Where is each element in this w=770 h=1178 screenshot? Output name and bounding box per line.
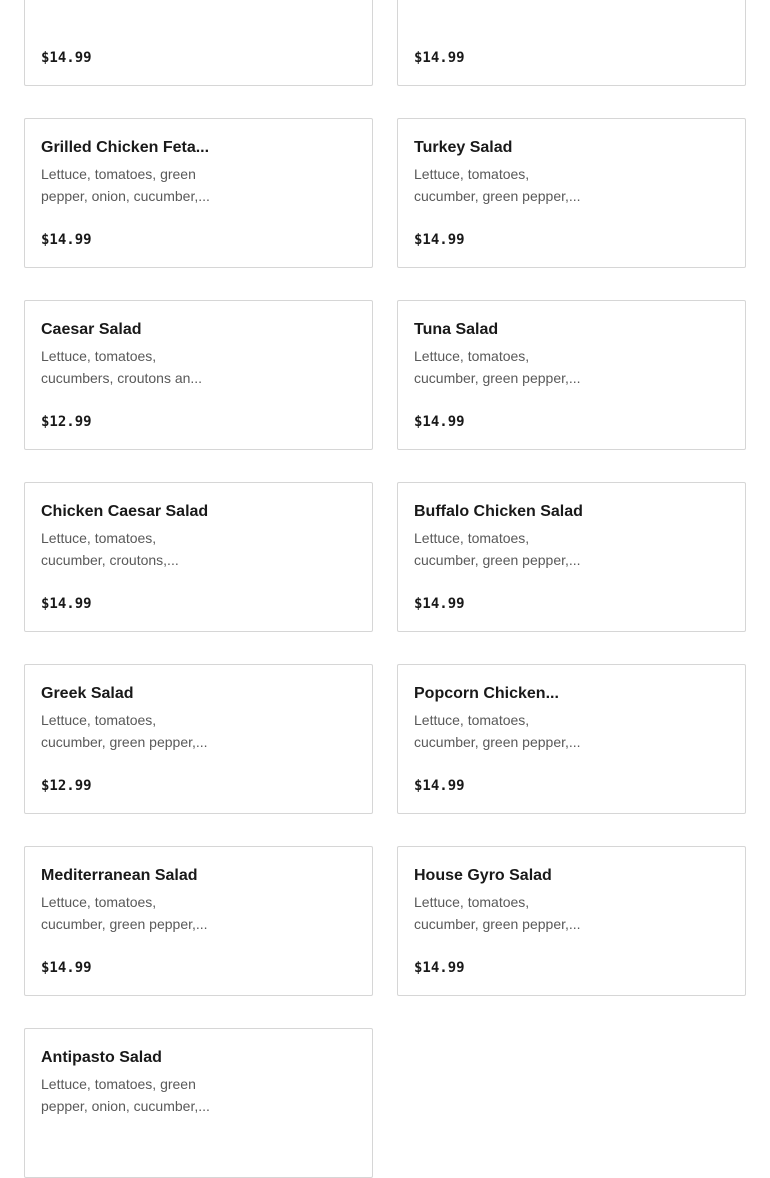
- menu-item-price: $14.99: [414, 232, 465, 248]
- menu-item-name: Caesar Salad: [41, 321, 142, 338]
- menu-item-description: Lettuce, tomatoes, cucumber, green pepper,...: [414, 894, 581, 932]
- menu-item-price: $14.99: [41, 50, 92, 66]
- menu-item-card[interactable]: [397, 664, 746, 814]
- menu-item-description: Lettuce, tomatoes, green pepper, onion, cucumber,...: [41, 1076, 210, 1114]
- menu-item-name: Chicken Caesar Salad: [41, 503, 209, 520]
- menu-item-name: Turkey Salad: [414, 139, 513, 156]
- menu-item-price: $14.99: [414, 778, 465, 794]
- menu-item-card[interactable]: [397, 846, 746, 996]
- menu-item-card[interactable]: [397, 300, 746, 450]
- menu-item-card[interactable]: [24, 118, 373, 268]
- menu-item-name: Popcorn Chicken...: [414, 685, 559, 702]
- menu-item-price: $14.99: [414, 50, 465, 66]
- menu-item-card[interactable]: [24, 0, 373, 86]
- menu-item-description: Lettuce, tomatoes, green pepper, onion, cucumber,...: [41, 166, 210, 204]
- menu-item-price: $14.99: [41, 596, 92, 612]
- menu-item-card[interactable]: [24, 1028, 373, 1178]
- menu-item-description: [414, 0, 589, 3]
- menu-item-card[interactable]: [397, 0, 746, 86]
- menu-item-description: Lettuce, tomatoes, cucumber, green pepper,...: [414, 348, 581, 386]
- menu-item-price: $14.99: [41, 960, 92, 976]
- menu-item-price: $14.99: [41, 232, 92, 248]
- menu-item-card[interactable]: [24, 664, 373, 814]
- menu-item-card[interactable]: [397, 118, 746, 268]
- menu-item-description: Lettuce, tomatoes, cucumber, green pepper,...: [414, 530, 581, 568]
- menu-item-description: Lettuce, tomatoes, cucumber, croutons,...: [41, 530, 179, 568]
- menu-item-description: Lettuce, tomatoes, cucumber, green pepper,...: [41, 712, 208, 750]
- menu-item-price: $12.99: [41, 414, 92, 430]
- menu-item-card[interactable]: [397, 482, 746, 632]
- menu-item-card[interactable]: [24, 300, 373, 450]
- menu-item-price: $14.99: [414, 960, 465, 976]
- menu-item-name: Antipasto Salad: [41, 1049, 162, 1066]
- menu-item-card[interactable]: [24, 846, 373, 996]
- menu-item-description: Lettuce, tomatoes, cucumber, green pepper,...: [414, 166, 581, 204]
- menu-item-description: Lettuce, tomatoes, cucumbers, croutons an...: [41, 348, 203, 386]
- menu-item-description: [41, 0, 216, 3]
- menu-item-price: $14.99: [414, 596, 465, 612]
- menu-item-card[interactable]: [24, 482, 373, 632]
- menu-item-name: Greek Salad: [41, 685, 134, 702]
- menu-item-price: $14.99: [414, 414, 465, 430]
- menu-item-name: Mediterranean Salad: [41, 867, 198, 884]
- menu-items-grid: [24, 0, 746, 1178]
- menu-item-description: Lettuce, tomatoes, cucumber, green pepper,...: [414, 712, 581, 750]
- menu-item-price: $12.99: [41, 778, 92, 794]
- menu-item-name: Grilled Chicken Feta...: [41, 139, 210, 156]
- menu-item-name: Tuna Salad: [414, 321, 499, 338]
- menu-item-description: Lettuce, tomatoes, cucumber, green pepper,...: [41, 894, 208, 932]
- menu-item-name: House Gyro Salad: [414, 867, 552, 884]
- menu-item-name: Buffalo Chicken Salad: [414, 503, 583, 520]
